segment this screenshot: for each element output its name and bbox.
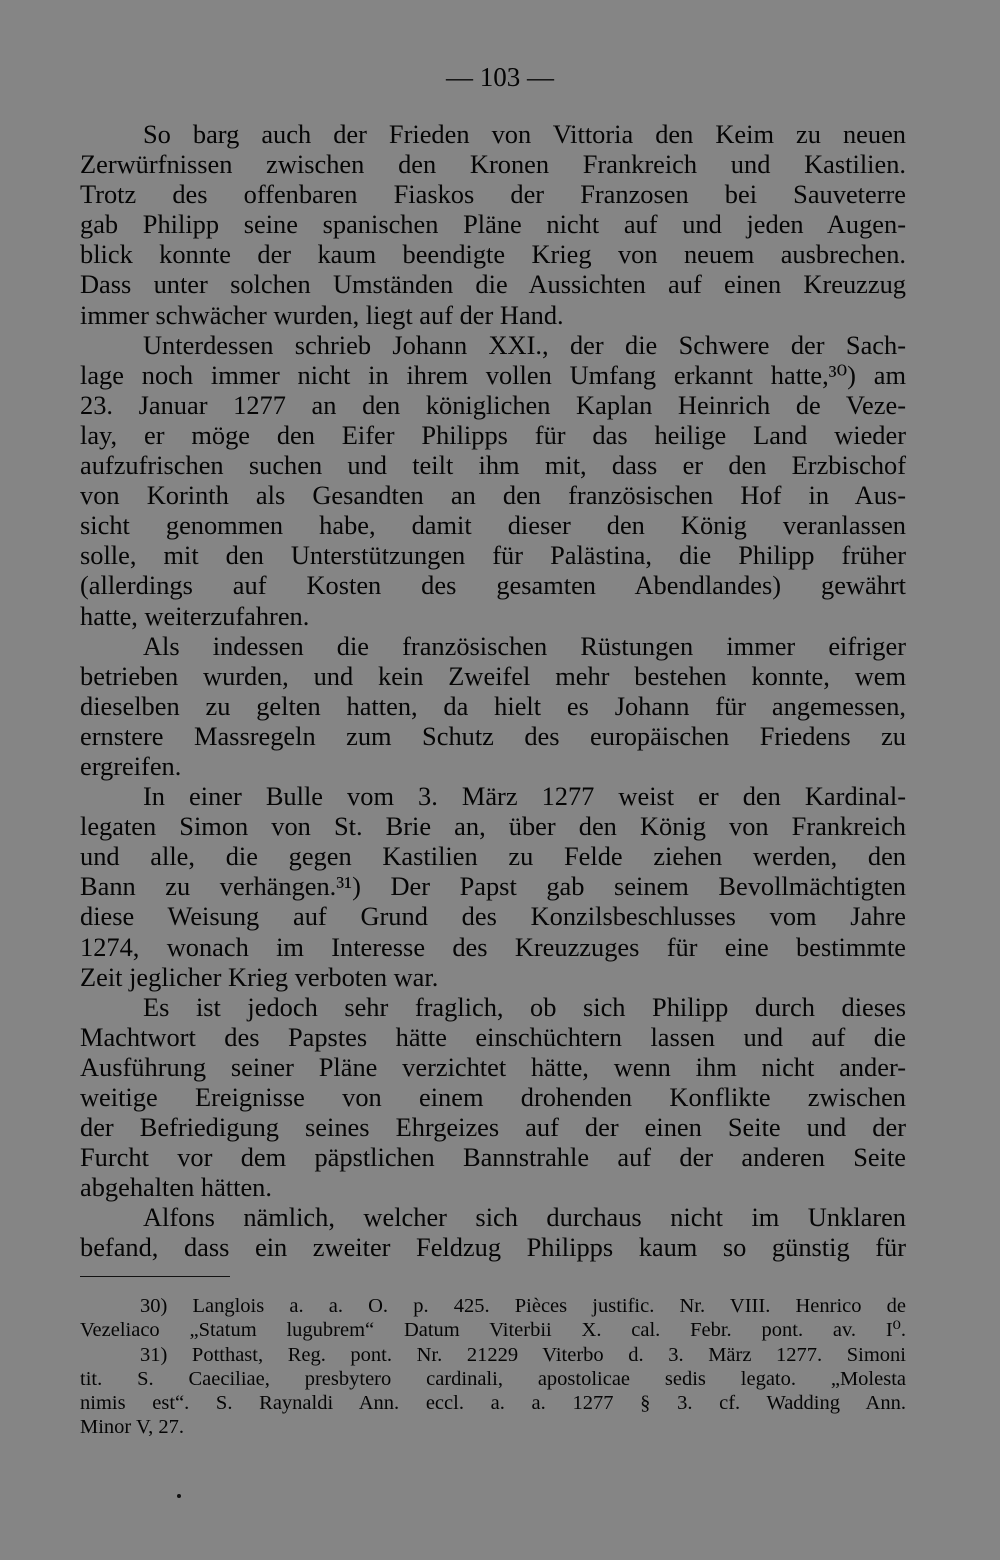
footnote-line: 30) Langlois a. a. O. p. 425. Pièces justific. Nr. VIII. Henrico de <box>140 1295 906 1317</box>
text-line: Unterdessen schrieb Johann XXI., der die Schwere der Sach- <box>143 329 906 360</box>
text-line: aufzufrischen suchen und teilt ihm mit, dass er den Erzbischof <box>80 450 906 481</box>
text-line: sicht genommen habe, damit dieser den König veranlassen <box>80 510 906 541</box>
text-line: Als indessen die französischen Rüstungen immer eifriger <box>143 630 906 661</box>
text-line: So barg auch der Frieden von Vittoria den Keim zu neuen <box>143 119 906 149</box>
footnote-line: Minor V, 27. <box>80 1416 185 1439</box>
text-line: Zerwürfnissen zwischen den Kronen Frankreich und Kastilien. <box>80 149 906 180</box>
text-line: Alfons nämlich, welcher sich durchaus nicht im Unklaren <box>143 1202 906 1233</box>
text-line: hatte, weiterzufahren. <box>80 600 310 631</box>
footnotes <box>80 1294 906 1440</box>
text-line: diese Weisung auf Grund des Konzilsbeschlusses vom Jahre <box>80 901 906 932</box>
page-number: — 103 — <box>446 62 554 92</box>
footnote-line: nimis est“. S. Raynaldi Ann. eccl. a. a. 1277 § 3. cf. Wadding Ann. <box>80 1392 906 1415</box>
text-line: lage noch immer nicht in ihrem vollen Umfang erkannt hatte,³⁰) am <box>80 359 906 390</box>
text-line: dieselben zu gelten hatten, da hielt es Johann für angemessen, <box>80 690 906 721</box>
footnote-line: tit. S. Caeciliae, presbytero cardinali, apostolicae sedis legato. „Molesta <box>80 1367 906 1390</box>
text-line: 23. Januar 1277 an den königlichen Kaplan Heinrich de Veze- <box>80 389 906 420</box>
text-line: Ausführung seiner Pläne verzichtet hätte, wenn ihm nicht ander- <box>80 1051 906 1082</box>
text-line: von Korinth als Gesandten an den französischen Hof in Aus- <box>80 480 906 511</box>
text-line: Furcht vor dem päpstlichen Bannstrahle auf der anderen Seite <box>80 1142 906 1173</box>
text-line: 1274, wonach im Interesse des Kreuzzuges für eine bestimmte <box>80 931 906 962</box>
footnote-divider <box>80 1276 230 1277</box>
text-line: abgehalten hätten. <box>80 1172 272 1203</box>
text-line: und alle, die gegen Kastilien zu Felde ziehen werden, den <box>80 841 906 872</box>
text-line: solle, mit den Unterstützungen für Palästina, die Philipp früher <box>80 540 906 571</box>
text-line: Bann zu verhängen.³¹) Der Papst gab seinem Bevollmächtigten <box>80 871 906 902</box>
footnote-line: 31) Potthast, Reg. pont. Nr. 21229 Viterbo d. 3. März 1277. Simoni <box>140 1343 906 1366</box>
text-line: lay, er möge den Eifer Philipps für das heilige Land wieder <box>80 419 906 450</box>
text-line: (allerdings auf Kosten des gesamten Abendlandes) gewährt <box>80 570 906 601</box>
text-line: befand, dass ein zweiter Feldzug Philipps kaum so günstig für <box>80 1232 906 1263</box>
text-line: Machtwort des Papstes hätte einschüchtern lassen und auf die <box>80 1021 906 1052</box>
text-line: betrieben wurden, und kein Zweifel mehr bestehen konnte, wem <box>80 660 906 691</box>
text-line: ernstere Massregeln zum Schutz des europäischen Friedens zu <box>80 720 906 751</box>
text-line: legaten Simon von St. Brie an, über den König von Frankreich <box>80 811 906 842</box>
text-line: weitige Ereignisse von einem drohenden Konflikte zwischen <box>80 1082 906 1112</box>
text-line: Trotz des offenbaren Fiaskos der Franzosen bei Sauveterre <box>80 179 906 210</box>
scan-speck <box>177 1494 181 1498</box>
text-line: immer schwächer wurden, liegt auf der Hand. <box>80 299 564 330</box>
text-line: Es ist jedoch sehr fraglich, ob sich Philipp durch dieses <box>143 991 906 1022</box>
text-line: blick konnte der kaum beendigte Krieg von neuem ausbrechen. <box>80 239 906 270</box>
text-line: Dass unter solchen Umständen die Aussichten auf einen Kreuzzug <box>80 269 906 300</box>
text-line: gab Philipp seine spanischen Pläne nicht auf und jeden Augen- <box>80 209 906 240</box>
text-line: ergreifen. <box>80 750 182 781</box>
text-line: In einer Bulle vom 3. März 1277 weist er den Kardinal- <box>143 781 906 812</box>
text-line: der Befriedigung seines Ehrgeizes auf der einen Seite und der <box>80 1112 906 1143</box>
text-line: Zeit jeglicher Krieg verboten war. <box>80 961 439 992</box>
body-text <box>80 119 906 1263</box>
footnote-line: Vezeliaco „Statum lugubrem“ Datum Viterbii X. cal. Febr. pont. av. I⁰. <box>80 1319 906 1342</box>
